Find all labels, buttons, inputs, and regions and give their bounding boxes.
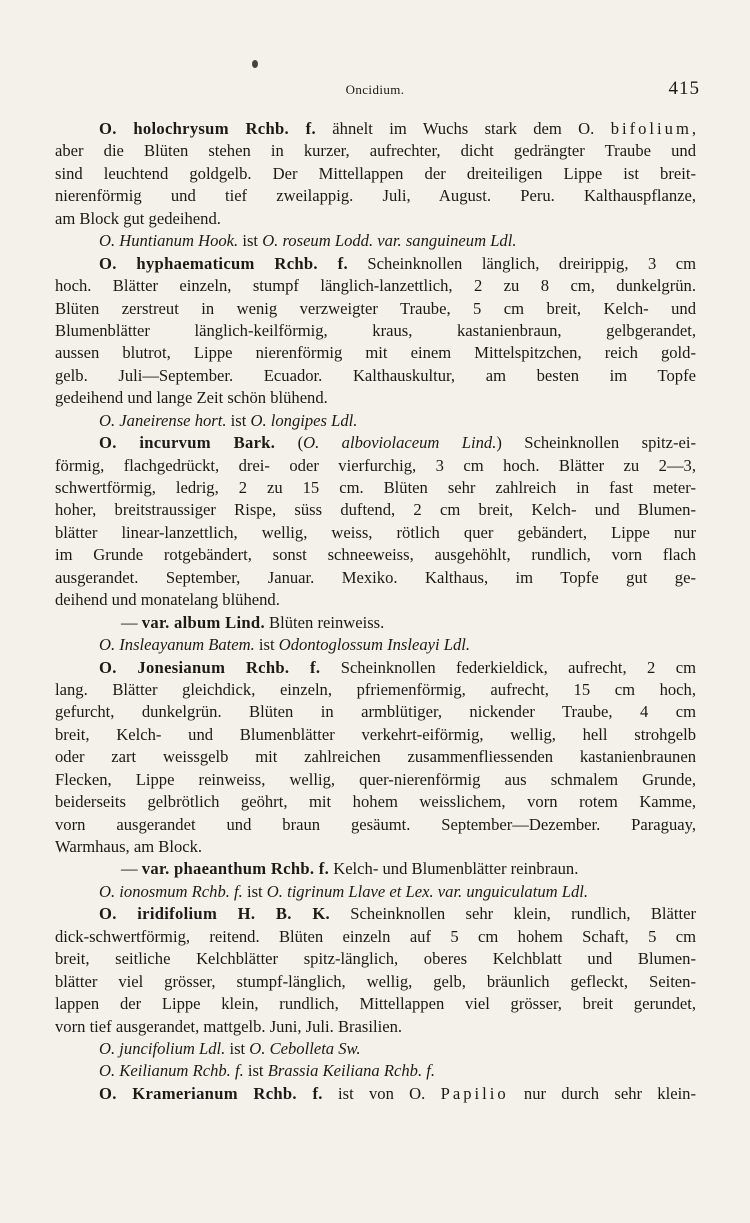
text-line: [55, 791, 696, 813]
text-run: blätter linear-lanzettlich, wellig, weiss, rötlich quer gebändert, Lippe nur: [55, 522, 696, 542]
ink-dot: [252, 60, 258, 68]
text-line: [55, 275, 696, 297]
text-run: Blumenblätter länglich-keilförmig, kraus, kastanienbraun, gelbgerandet,: [55, 320, 696, 340]
text-line: [55, 185, 696, 207]
text-line: [55, 455, 696, 477]
synonym-name: O. ionosmum Rchb. f.: [99, 881, 243, 901]
text-line: [55, 634, 696, 656]
text-line: [55, 522, 696, 544]
text-run: förmig, flachgedrückt, drei- oder vierfurchig, 3 cm hoch. Blätter zu 2—3,: [55, 455, 696, 475]
text-run: dick-schwertförmig, reitend. Blüten einzeln auf 5 cm hohem Schaft, 5 cm: [55, 926, 696, 946]
text-run: Scheinknollen länglich, dreirippig, 3 cm: [347, 253, 696, 273]
text-line: [55, 589, 696, 611]
spaced-name: Papilio: [440, 1083, 509, 1103]
synonym-name: O. juncifolium Ldl.: [99, 1038, 226, 1058]
text-run: im Grunde rotgebändert, sonst schneeweiss, ausgehöhlt, rundlich, vorn flach: [55, 545, 696, 565]
text-line: [55, 544, 696, 566]
text-line: [55, 410, 696, 432]
text-run: Kelch- und Blumenblätter reinbraun.: [329, 859, 579, 879]
synonym-name: O. tigrinum Llave et Lex. var. unguiculatum Ldl.: [266, 881, 589, 901]
text-run: —: [121, 612, 142, 632]
text-line: [55, 1060, 696, 1082]
text-line: [55, 858, 696, 880]
species-name: var. phaeanthum Rchb. f.: [141, 859, 330, 879]
text-run: aussen blutrot, Lippe nierenförmig mit einem Mittelspitzchen, reich gold-: [55, 343, 696, 363]
text-line: [55, 320, 696, 342]
synonym-name: Odontoglossum Insleayi Ldl.: [278, 635, 471, 655]
text-line: [55, 746, 696, 768]
text-line: [55, 701, 696, 723]
text-run: ) Scheinknollen spitz-ei-: [496, 433, 696, 453]
text-line: [55, 1083, 696, 1105]
text-run: breit, seitliche Kelchblätter spitz-länglich, oberes Kelchblatt und Blumen-: [55, 949, 696, 969]
text-line: [55, 971, 696, 993]
text-run: ,: [691, 119, 697, 138]
text-line: [55, 387, 696, 409]
text-line: [55, 926, 696, 948]
synonym-name: O. alboviolaceum Lind.: [303, 433, 497, 453]
text-line: [55, 342, 696, 364]
species-name: var. album Lind.: [141, 612, 265, 632]
text-run: blätter viel grösser, stumpf-länglich, wellig, gelb, bräunlich gefleckt, Seiten-: [55, 971, 696, 991]
species-name: O. Kramerianum Rchb. f.: [99, 1083, 323, 1103]
species-name: O. holochrysum Rchb. f.: [99, 119, 316, 138]
text-line: [55, 881, 696, 903]
text-line: [55, 836, 696, 858]
synonym-name: Brassia Keiliana Rchb. f.: [267, 1061, 436, 1081]
synonym-name: O. Cebolleta Sw.: [249, 1038, 361, 1058]
text-run: ist: [242, 881, 267, 901]
text-line: [55, 724, 696, 746]
text-run: oder zart weissgelb mit zahlreichen zusammenfliessenden kastanienbraunen: [55, 747, 696, 767]
text-run: ähnelt im Wuchs stark dem O.: [315, 119, 611, 138]
text-line: [55, 567, 696, 589]
species-name: O. incurvum Bark.: [99, 433, 276, 453]
text-line: [55, 657, 696, 679]
text-run: ausgerandet. September, Januar. Mexiko. Kalthaus, im Topfe gut ge-: [55, 567, 696, 587]
species-name: O. Jonesianum Rchb. f.: [99, 657, 321, 677]
text-run: gelb. Juli—September. Ecuador. Kalthauskultur, am besten im Topfe: [55, 365, 696, 385]
text-run: nur durch sehr klein-: [508, 1083, 697, 1103]
synonym-name: O. Insleayanum Batem.: [99, 635, 255, 655]
text-run: aber die Blüten stehen in kurzer, aufrechter, dicht gedrängter Traube und: [55, 141, 696, 161]
text-run: Scheinknollen federkieldick, aufrecht, 2 cm: [320, 657, 696, 677]
text-run: ist: [254, 635, 279, 655]
text-line: [55, 1038, 696, 1060]
text-line: [55, 208, 696, 230]
text-run: ist: [243, 1061, 268, 1081]
running-head: [0, 80, 750, 100]
text-run: Blüten reinweiss.: [264, 612, 385, 632]
text-line: [55, 118, 696, 140]
text-run: lang. Blätter gleichdick, einzeln, pfriemenförmig, aufrecht, 15 cm hoch,: [55, 679, 696, 699]
text-run: hoch. Blätter einzeln, stumpf länglich-lanzettlich, 2 zu 8 cm, dunkelgrün.: [55, 276, 696, 296]
text-line: [55, 253, 696, 275]
text-run: breit, Kelch- und Blumenblätter verkehrt-eiförmig, wellig, hell strohgelb: [55, 724, 696, 744]
text-run: ist von O.: [322, 1083, 441, 1103]
text-run: Scheinknollen sehr klein, rundlich, Blätter: [330, 904, 696, 924]
text-run: Warmhaus, am Block.: [55, 837, 203, 856]
text-run: am Block gut gedeihend.: [55, 208, 221, 228]
text-run: vorn ausgerandet und braun gesäumt. September—Dezember. Paraguay,: [55, 814, 696, 834]
text-line: [55, 1016, 696, 1038]
text-run: ist: [226, 410, 251, 430]
body-text: [55, 118, 696, 1105]
text-line: [55, 679, 696, 701]
text-run: deihend und monatelang blühend.: [55, 590, 280, 610]
text-run: Flecken, Lippe reinweiss, wellig, quer-nierenförmig aus schmalem Grunde,: [55, 769, 696, 789]
text-line: [55, 769, 696, 791]
text-line: [55, 477, 696, 499]
text-line: [55, 140, 696, 162]
species-name: O. hyphaematicum Rchb. f.: [99, 253, 348, 273]
text-run: beiderseits gelbrötlich geöhrt, mit hohem weisslichem, vorn rotem Kamme,: [55, 792, 696, 812]
text-run: (: [275, 433, 304, 453]
text-run: —: [121, 859, 142, 879]
text-line: [55, 612, 696, 634]
text-run: gedeihend und lange Zeit schön blühend.: [55, 388, 328, 408]
text-run: gefurcht, dunkelgrün. Blüten in armblütiger, nickender Traube, 4 cm: [55, 702, 696, 722]
text-line: [55, 948, 696, 970]
text-line: [55, 903, 696, 925]
synonym-name: O. roseum Lodd. var. sanguineum Ldl.: [262, 231, 517, 251]
spaced-name: bifolium: [610, 119, 692, 138]
text-run: ist: [238, 231, 263, 251]
text-line: [55, 993, 696, 1015]
text-run: hoher, breitstraussiger Rispe, süss duftend, 2 cm breit, Kelch- und Blumen-: [55, 500, 696, 520]
text-run: ist: [225, 1038, 250, 1058]
synonym-name: O. Huntianum Hook.: [99, 231, 239, 251]
text-line: [55, 163, 696, 185]
text-run: schwertförmig, ledrig, 2 zu 15 cm. Blüten sehr zahlreich in fast meter-: [55, 478, 696, 497]
text-run: lappen der Lippe klein, rundlich, Mittellappen viel grösser, breit gerundet,: [55, 994, 696, 1014]
synonym-name: O. longipes Ldl.: [250, 410, 358, 430]
text-line: [55, 814, 696, 836]
text-run: Blüten zerstreut in wenig verzweigter Traube, 5 cm breit, Kelch- und: [55, 298, 696, 318]
page-number: 415: [668, 78, 700, 99]
text-run: sind leuchtend goldgelb. Der Mittellappen der dreiteiligen Lippe ist breit-: [55, 163, 696, 183]
text-line: [55, 230, 696, 252]
text-line: [55, 298, 696, 320]
text-run: vorn tief ausgerandet, mattgelb. Juni, Juli. Brasilien.: [55, 1016, 403, 1036]
text-line: [55, 365, 696, 387]
synonym-name: O. Janeirense hort.: [99, 410, 227, 430]
synonym-name: O. Keilianum Rchb. f.: [99, 1061, 244, 1081]
running-title: Oncidium.: [345, 82, 405, 97]
text-run: nierenförmig und tief zweilappig. Juli, August. Peru. Kalthauspflanze,: [55, 186, 696, 206]
species-name: O. iridifolium H. B. K.: [99, 904, 330, 924]
text-line: [55, 432, 696, 454]
text-line: [55, 499, 696, 521]
